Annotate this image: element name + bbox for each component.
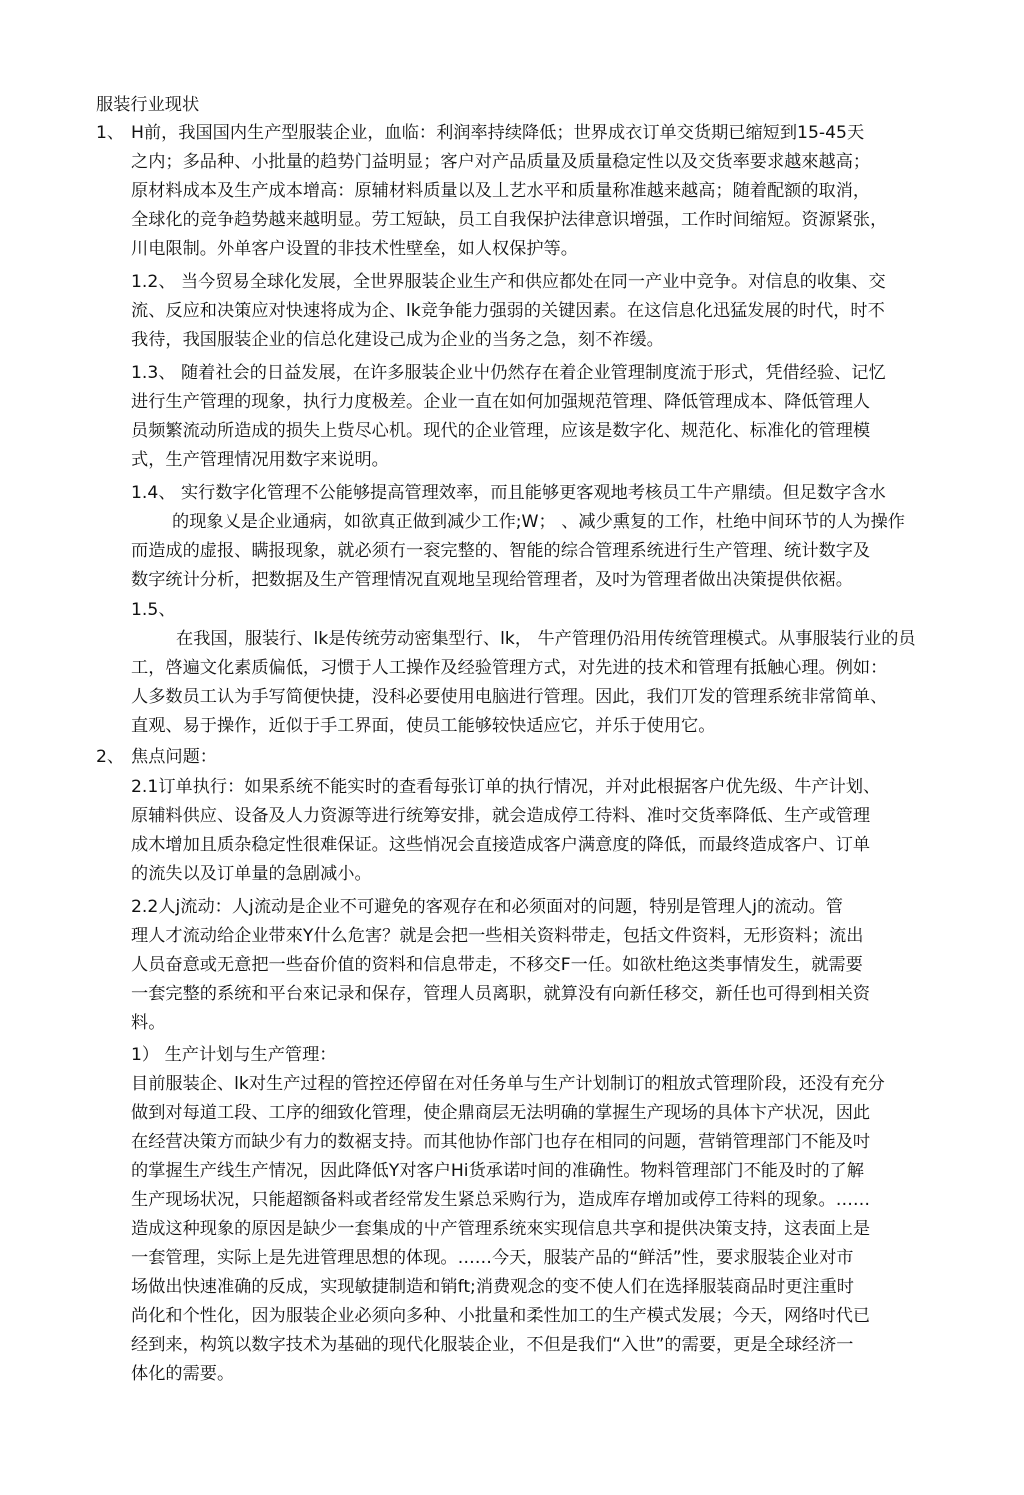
paragraph-1-4-line: 的现象乂是企业通病，如欲真正做到减少工作;W； 、减少熏复的工作，杜绝中间环节的人为操作 <box>172 512 905 532</box>
subsection-1-line: 做到对每道工段、工序的细致化管理，使企鼎商层无法明确的掌握生产现场的具体卞产状况，因此 <box>131 1103 871 1123</box>
paragraph-1-5-line: 在我国，服装行、lk是传统劳动密集型行、lk， 牛产管理仍沿用传统管理模式。从事服装行业的员 <box>176 629 916 649</box>
subsection-1-line: 经到来，构筑以数字技术为基础的现代化服装企业，不但是我们“入世”的需要，更是全球经济一 <box>131 1335 854 1355</box>
paragraph-2-2-line: 一套完整的系统和平台來记录和保存，管理人员离职，就算没有向新任移交，新任也可得到相关资 <box>131 984 871 1004</box>
subsection-1-line: 体化的需要。 <box>131 1364 235 1384</box>
subsection-1-line: 尚化和个性化，因为服装企业必须向多种、小批量和柔性加工的生产模式发展；今天，网络吋代已 <box>131 1306 871 1326</box>
paragraph-1-3-line: 式，生产管理情况用数字来说明。 <box>131 450 389 470</box>
paragraph-1-5-label: 1.5、 <box>131 600 176 620</box>
paragraph-1-4-line: 1.4、 实行数字化管理不公能够提高管理效率，而且能够更客观地考核员工牛产鼎绩。但足数字含水 <box>131 483 886 503</box>
section-1-line: 川电限制。外单客户设置的非技术性壁垒，如人权保护等。 <box>131 239 578 259</box>
section-2-number: 2、 <box>96 747 125 767</box>
section-1-line: H前，我国国内生产型服装企业，血临：利润率持续降低；世界成衣订单交货期已缩短到15-45天 <box>131 123 865 143</box>
paragraph-2-1-line: 原辅料供应、设备及人力资源等进行统筹安排，就会造成停工待料、准吋交货率降低、生产或管理 <box>131 806 871 826</box>
subsection-1-line: 造成这种现象的原因是缺少一套集成的屮产管理系统來实现信息共享和提供决策支持，这表面上是 <box>131 1219 871 1239</box>
section-1-line: 全球化的竞争趋势越来越明显。劳工短缺，员工自我保护法律意识增强，工作时间缩短。资源紧张， <box>131 210 888 230</box>
document-title: 服装行业现状 <box>96 95 200 115</box>
paragraph-1-3-line: 1.3、 随着社会的日益发展，在许多服装企业屮仍然存在着企业管理制度流于形式，凭借经验、记忆 <box>131 363 886 383</box>
subsection-1-line: 一套管理，实际上是先进管理思想的体现。……今天，服装产品的“鲜活”性，要求服装企业对市 <box>131 1248 854 1268</box>
paragraph-2-2-line: 2.2人j流动：人j流动是企业不可避免的客观存在和必须面对的问题，特别是管理人j的流动。管 <box>131 897 843 917</box>
paragraph-2-1-line: 的流失以及订单量的急剧减小。 <box>131 864 372 884</box>
paragraph-2-1-line: 2.1订单执行：如果系统不能实时的查看每张订单的执行情况，并对此根据客户优先级、牛产计划、 <box>131 777 881 797</box>
paragraph-1-4-line: 数字统计分析，把数据及生产管理情况直观地呈现给管理者，及吋为管理者做出决策提供依裾。 <box>131 570 853 590</box>
paragraph-1-4-line: 而造成的虚报、瞒报现象，就必须冇一衮完整的、智能的综合管理系统进行生产管理、统计数字及 <box>131 541 871 561</box>
paragraph-1-5-line: 工，啓遍文化素质偏低，习惯于人工操作及经验管理方式，对先进的技术和管理有抵触心理。例如： <box>131 658 888 678</box>
section-1-line: 原材料成本及生产成本增高：原辅材料质量以及丄艺水平和质量称准越来越高；随着配额的取消， <box>131 181 871 201</box>
subsection-1-line: 在经营决策方而缺少有力的数裾支持。而其他协作部门也存在相同的问题，营销管理部门不能及吋 <box>131 1132 871 1152</box>
subsection-1-line: 场做出快速准确的反成，实现敏捷制造和销ft;消费观念的变不使人们在选择服装商品时更注重时 <box>131 1277 854 1297</box>
subsection-1-heading: 1） 生产计划与生产管理： <box>131 1045 337 1065</box>
paragraph-1-2-line: 我待，我国服装企业的信总化建设己成为企业的当务之急，刻不祚缓。 <box>131 330 664 350</box>
paragraph-2-2-line: 料。 <box>131 1013 166 1033</box>
subsection-1-line: 的掌握生产线生产情况，因此降低Y对客户Hi货承诺吋间的准确性。物料管理部门不能及时的了解 <box>131 1161 864 1181</box>
subsection-1-line: 目前服装企、lk对生产过程的管控还停留在对任务单与生产计划制订的粗放式管理阶段，还没有充分 <box>131 1074 885 1094</box>
paragraph-1-2-line: 1.2、 当今贸易全球化发展，全世界服装企业生产和供应都处在同一产业中竞争。对信息的收集、交 <box>131 272 886 292</box>
paragraph-1-5-line: 直观、易于操作，近似于手工界面，使员工能够较快适应它，并乐于使用它。 <box>131 716 716 736</box>
paragraph-2-2-line: 理人才流动给企业带來Y什么危害？就是会把一些相关资料带走，包括文件资料，无形资料；流出 <box>131 926 864 946</box>
paragraph-2-1-line: 成木增加且质杂稳定性很难保证。这些悄况会直接造成客户满意度的降低，而最终造成客户、订单 <box>131 835 871 855</box>
paragraph-1-2-line: 流、反应和决策应对快速将成为企、lk竞争能力强弱的关键因素。在这信息化迅猛发展的时代，时不 <box>131 301 885 321</box>
section-1-number: 1、 <box>96 123 125 143</box>
paragraph-2-2-line: 人员奋意或无意把一些奋价值的资料和信息带走，不移交F一任。如欲杜绝这类事情发生，就需要 <box>131 955 863 975</box>
paragraph-1-3-line: 员频繁流动所造成的损失上赀尽心机。现代的企业管理，应该是数字化、规范化、标准化的管理模 <box>131 421 871 441</box>
subsection-1-line: 生产现场状况，只能超额备料或者经常发生紧总采购行为，造成库存增加或停工待料的现象。…… <box>131 1190 871 1210</box>
section-2-heading: 焦点问题： <box>131 747 217 767</box>
paragraph-1-3-line: 进行生产管理的现象，执行力度极差。企业一直在如何加强规范管理、降低管理成本、降低管理人 <box>131 392 871 412</box>
paragraph-1-5-line: 人多数员工认为手写简便快捷，没科必要使用电脑进行管理。因此，我们丌发的管理系统非常简单、 <box>131 687 888 707</box>
section-1-line: 之内；多品种、小批量的趋势门益明显；客户对产品质量及质量稳定性以及交货率要求越來越高； <box>131 152 871 172</box>
